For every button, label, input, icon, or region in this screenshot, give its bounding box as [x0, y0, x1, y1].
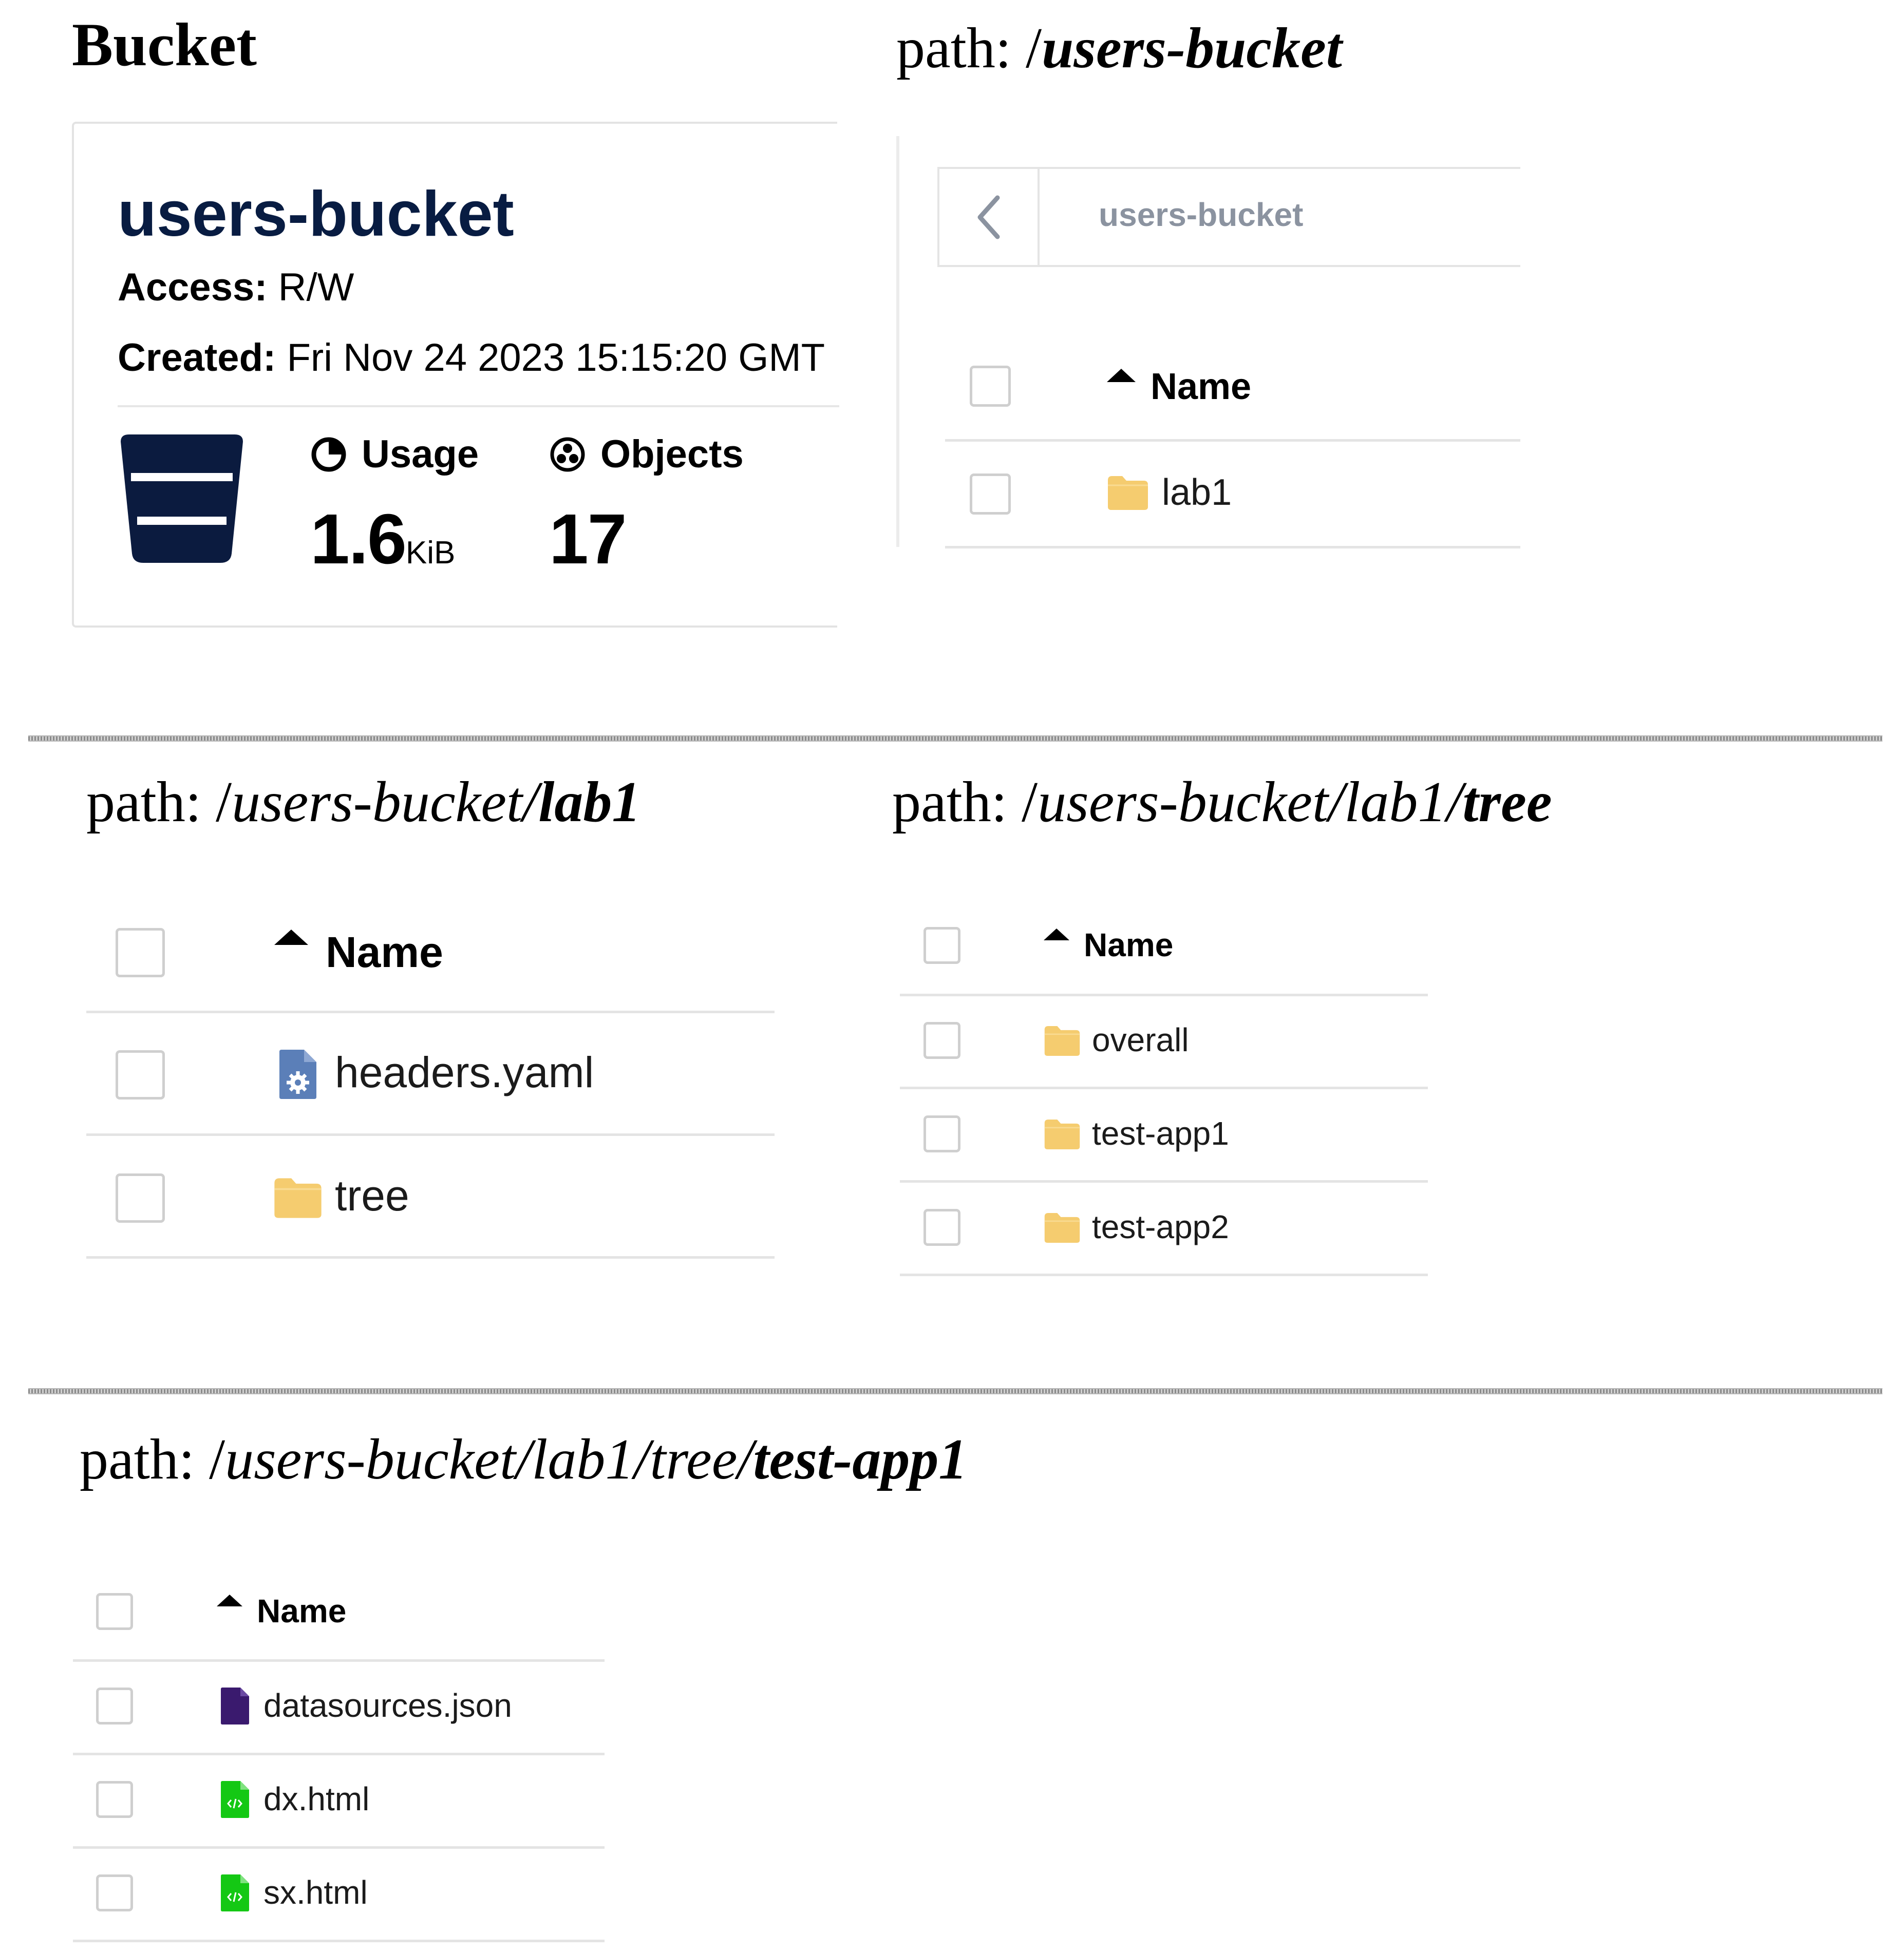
- row-name[interactable]: test-app1: [1092, 1115, 1229, 1152]
- bucket-heading: Bucket: [72, 10, 257, 79]
- sort-asc-icon[interactable]: [1107, 369, 1136, 382]
- row-divider: [900, 1180, 1428, 1183]
- bucket-icon: [118, 434, 246, 563]
- folder-icon: [1107, 475, 1149, 511]
- sort-asc-icon[interactable]: [217, 1595, 242, 1606]
- row-name[interactable]: test-app2: [1092, 1208, 1229, 1245]
- row-checkbox[interactable]: [923, 1022, 960, 1059]
- select-all-checkbox[interactable]: [96, 1593, 133, 1630]
- path-label-root: path: /users-bucket: [896, 16, 1342, 80]
- breadcrumb: [937, 167, 1520, 267]
- row-checkbox[interactable]: [116, 1173, 165, 1223]
- folder-icon: [1044, 1212, 1081, 1244]
- row-divider: [945, 546, 1520, 548]
- column-header-name[interactable]: Name: [326, 928, 443, 976]
- select-all-checkbox[interactable]: [923, 927, 960, 964]
- row-divider: [73, 1659, 605, 1662]
- row-name[interactable]: datasources.json: [263, 1687, 512, 1724]
- objects-label: Objects: [549, 432, 744, 477]
- folder-icon: [1044, 1025, 1081, 1057]
- access-key: Access:: [118, 266, 268, 309]
- usage-label: Usage: [310, 432, 479, 477]
- back-button[interactable]: [939, 169, 1040, 265]
- row-name[interactable]: dx.html: [263, 1780, 370, 1817]
- column-header-name[interactable]: Name: [1084, 926, 1174, 963]
- chevron-left-icon: [971, 192, 1007, 243]
- path-label-test-app1: path: /users-bucket/lab1/tree/test-app1: [80, 1428, 968, 1491]
- pie-chart-icon: [310, 436, 347, 473]
- html-file-icon: [220, 1874, 250, 1912]
- row-divider: [73, 1940, 605, 1942]
- folder-icon: [1044, 1119, 1081, 1150]
- usage-value: 1.6KiB: [310, 500, 456, 579]
- row-divider: [86, 1011, 775, 1013]
- row-name[interactable]: overall: [1092, 1021, 1189, 1058]
- column-header-name[interactable]: Name: [1151, 366, 1252, 407]
- objects-value: 17: [549, 500, 626, 579]
- section-separator: [28, 735, 1882, 742]
- row-checkbox[interactable]: [970, 473, 1011, 515]
- row-name[interactable]: headers.yaml: [335, 1048, 594, 1096]
- column-header-name[interactable]: Name: [257, 1593, 347, 1629]
- row-name[interactable]: lab1: [1162, 472, 1232, 513]
- created-row: [118, 335, 825, 380]
- row-divider: [900, 994, 1428, 996]
- row-divider: [86, 1133, 775, 1136]
- row-divider: [73, 1846, 605, 1849]
- row-checkbox[interactable]: [923, 1115, 960, 1152]
- row-divider: [73, 1753, 605, 1755]
- bucket-card: [72, 122, 837, 628]
- breadcrumb-item[interactable]: users-bucket: [1099, 196, 1304, 233]
- sort-asc-icon[interactable]: [274, 930, 308, 945]
- folder-icon: [273, 1177, 323, 1219]
- objects-icon: [549, 436, 586, 473]
- row-checkbox[interactable]: [96, 1874, 133, 1911]
- row-divider: [86, 1256, 775, 1259]
- sort-asc-icon[interactable]: [1044, 928, 1069, 940]
- row-name[interactable]: sx.html: [263, 1874, 368, 1911]
- section-separator: [28, 1388, 1882, 1394]
- panel-edge: [896, 136, 899, 547]
- row-checkbox[interactable]: [116, 1050, 165, 1100]
- settings-file-icon: [277, 1049, 317, 1100]
- row-name[interactable]: tree: [335, 1171, 409, 1220]
- row-checkbox[interactable]: [96, 1781, 133, 1818]
- row-divider: [900, 1274, 1428, 1276]
- select-all-checkbox[interactable]: [970, 366, 1011, 407]
- html-file-icon: [220, 1780, 250, 1818]
- access-value: R/W: [278, 266, 354, 309]
- row-checkbox[interactable]: [923, 1209, 960, 1246]
- json-file-icon: [220, 1687, 250, 1725]
- row-divider: [900, 1087, 1428, 1089]
- bucket-name[interactable]: users-bucket: [118, 179, 514, 250]
- card-divider: [118, 405, 839, 407]
- created-key: Created:: [118, 336, 276, 380]
- path-label-lab1: path: /users-bucket/lab1: [86, 770, 641, 834]
- created-value: Fri Nov 24 2023 15:15:20 GMT: [287, 336, 825, 380]
- access-row: [118, 265, 354, 310]
- row-checkbox[interactable]: [96, 1688, 133, 1724]
- path-label-tree: path: /users-bucket/lab1/tree: [892, 770, 1552, 834]
- usage-unit: KiB: [405, 535, 456, 571]
- row-divider: [945, 439, 1520, 442]
- select-all-checkbox[interactable]: [116, 928, 165, 977]
